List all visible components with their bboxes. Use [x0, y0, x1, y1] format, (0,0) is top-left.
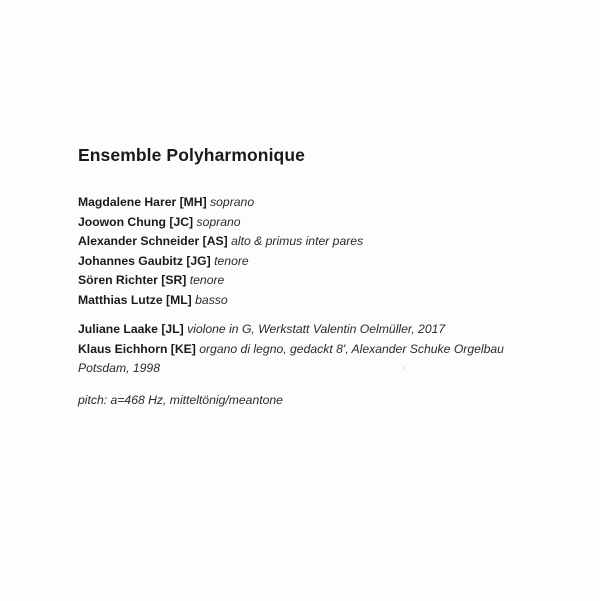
singer-entry: [78, 213, 363, 233]
singer-role: alto & primus inter pares: [231, 234, 364, 248]
singer-entry: [78, 271, 363, 291]
singer-name: Joowon Chung [JC]: [78, 214, 194, 229]
instrument-description: organo di legno, gedackt 8', Alexander Schuke Orgelbau: [199, 341, 504, 356]
singer-entry: [78, 291, 363, 311]
singer-role: soprano: [196, 214, 241, 229]
instrumentalist-entry: [78, 320, 504, 340]
singer-entry: [78, 232, 363, 252]
singers-list: [78, 193, 363, 310]
singer-name: Magdalene Harer [MH]: [78, 195, 207, 209]
singer-name: Matthias Lutze [ML]: [78, 292, 192, 307]
pitch-text: pitch: a=468 Hz, mitteltönig/meantone: [78, 393, 283, 407]
singer-name: Sören Richter [SR]: [78, 273, 187, 287]
singer-entry: [78, 252, 363, 272]
instrumentalist-name: Klaus Eichhorn [KE]: [78, 341, 196, 356]
ensemble-title: Ensemble Polyharmonique: [78, 145, 305, 165]
instrumentalist-entry: [78, 340, 504, 360]
instrument-description-continued: Potsdam, 1998: [78, 361, 160, 375]
singer-name: Alexander Schneider [AS]: [78, 234, 228, 248]
singer-role: tenore: [214, 253, 249, 268]
instrument-description: violone in G, Werkstatt Valentin Oelmüller, 2017: [187, 322, 446, 336]
paper-speck: [403, 367, 404, 369]
singer-role: soprano: [210, 195, 255, 209]
instrumentalists-list: [78, 320, 504, 379]
singer-role: tenore: [189, 273, 225, 287]
pitch-note: [78, 391, 283, 411]
singer-name: Johannes Gaubitz [JG]: [78, 253, 211, 268]
singer-entry: [78, 193, 363, 213]
instrumentalist-name: Juliane Laake [JL]: [78, 322, 184, 336]
singer-role: basso: [195, 292, 228, 307]
